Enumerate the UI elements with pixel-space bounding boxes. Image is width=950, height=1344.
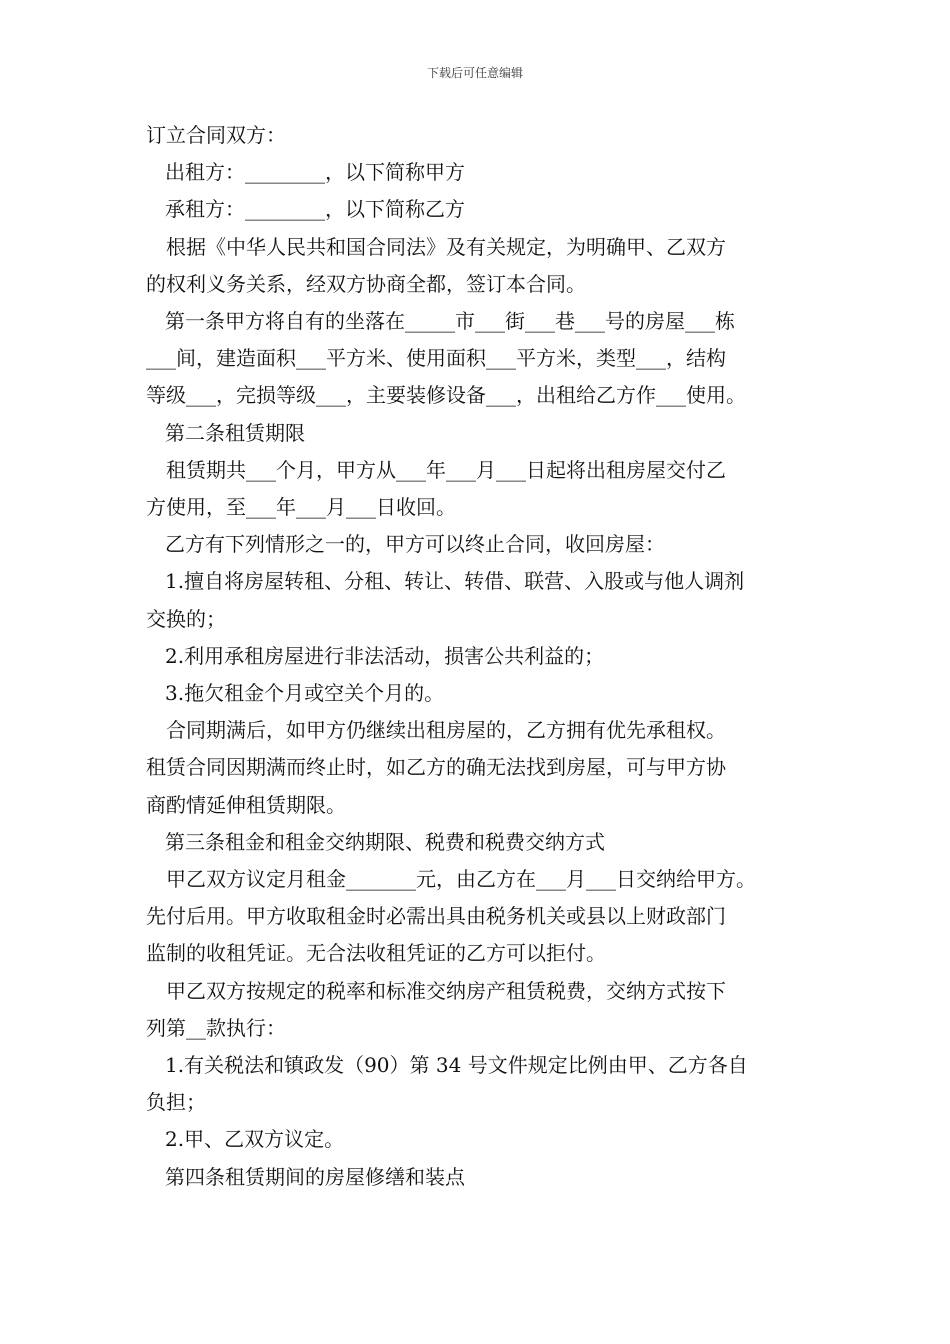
text-line: 方使用，至___年___月___日收回。 — [146, 495, 456, 520]
text-line: 负担； — [146, 1090, 206, 1115]
text-line: 第二条租赁期限 — [165, 420, 305, 445]
text-line: 2.甲、乙双方议定。 — [165, 1127, 345, 1152]
text-line: 3.拖欠租金个月或空关个月的。 — [165, 681, 445, 706]
text-line: 1.擅自将房屋转租、分租、转让、转借、联营、入股或与他人调剂 — [165, 569, 745, 594]
text-line: 乙方有下列情形之一的，甲方可以终止合同，收回房屋： — [165, 532, 665, 557]
text-line: 甲乙双方议定月租金_______元，由乙方在___月___日交纳给甲方。 — [166, 867, 756, 892]
text-line: 1.有关税法和镇政发（90）第 34 号文件规定比例由甲、乙方各自 — [165, 1053, 748, 1078]
text-line: 出租方：________，以下简称甲方 — [165, 160, 465, 185]
text-line: ___间，建造面积___平方米、使用面积___平方米，类型___，结构 — [146, 346, 726, 371]
text-line: 第四条租赁期间的房屋修缮和装点 — [165, 1164, 465, 1189]
text-line: 监制的收租凭证。无合法收租凭证的乙方可以拒付。 — [146, 941, 606, 966]
text-line: 的权利义务关系，经双方协商全都，签订本合同。 — [146, 271, 586, 296]
text-line: 承租方：________，以下简称乙方 — [165, 197, 465, 222]
text-line: 商酌情延伸租赁期限。 — [146, 792, 346, 817]
text-line: 列第__款执行： — [146, 1015, 286, 1040]
text-line: 第一条甲方将自有的坐落在_____市___街___巷___号的房屋___栋 — [165, 309, 735, 334]
contract-body — [146, 117, 814, 1196]
page-header: 下载后可任意编辑 — [426, 66, 523, 80]
text-line: 交换的； — [146, 606, 226, 631]
text-line: 根据《中华人民共和国合同法》及有关规定，为明确甲、乙双方 — [166, 234, 726, 259]
text-line: 租赁合同因期满而终止时，如乙方的确无法找到房屋，可与甲方协 — [146, 755, 726, 780]
text-line: 订立合同双方： — [146, 123, 286, 147]
text-line: 租赁期共___个月，甲方从___年___月___日起将出租房屋交付乙 — [166, 457, 726, 482]
text-line: 甲乙双方按规定的税率和标准交纳房产租赁税费，交纳方式按下 — [166, 978, 726, 1003]
text-line: 第三条租金和租金交纳期限、税费和税费交纳方式 — [165, 829, 605, 854]
text-line: 先付后用。甲方收取租金时必需出具由税务机关或县以上财政部门 — [146, 904, 726, 929]
text-line: 合同期满后，如甲方仍继续出租房屋的，乙方拥有优先承租权。 — [166, 718, 726, 743]
text-line: 2.利用承租房屋进行非法活动，损害公共利益的； — [165, 643, 605, 668]
text-line: 等级___，完损等级___，主要装修设备___，出租给乙方作___使用。 — [146, 383, 746, 408]
